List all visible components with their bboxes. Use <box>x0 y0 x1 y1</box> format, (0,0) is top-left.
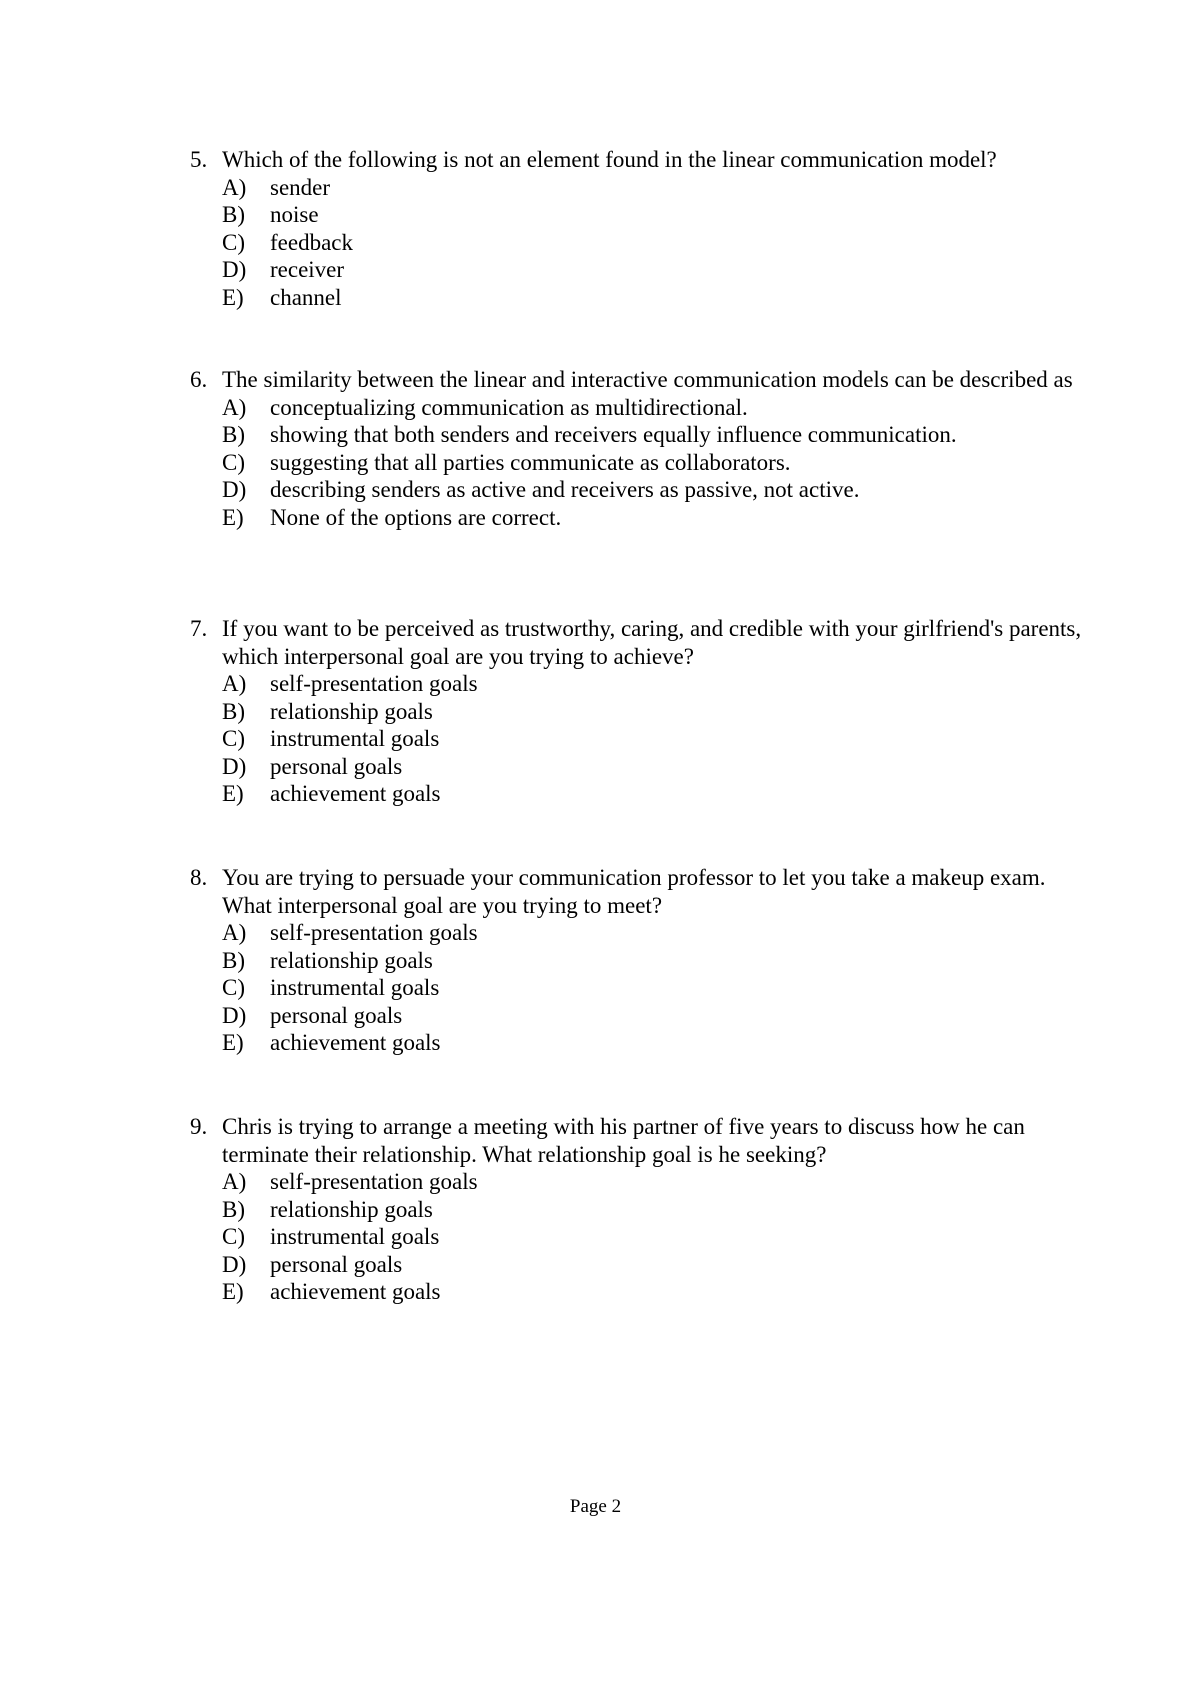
question-number: 6. <box>190 367 208 392</box>
question-number: 5. <box>190 147 208 172</box>
option-d <box>222 1251 1090 1279</box>
option-text: channel <box>270 284 342 310</box>
option-text: None of the options are correct. <box>270 504 562 530</box>
option-text: personal goals <box>270 1251 403 1277</box>
option-a <box>222 1168 1090 1196</box>
option-letter: E) <box>222 1030 244 1055</box>
option-letter: B) <box>222 698 245 724</box>
option-list <box>222 1168 1090 1306</box>
question-stem <box>190 615 1090 670</box>
option-letter: C) <box>222 229 245 255</box>
option-text: feedback <box>270 229 353 255</box>
option-c <box>222 1223 1090 1251</box>
option-letter: A) <box>222 1169 247 1194</box>
page-number: Page 2 <box>569 1496 622 1517</box>
option-letter: A) <box>222 394 247 420</box>
option-d <box>222 476 1090 504</box>
option-letter: E) <box>222 284 244 310</box>
option-letter: A) <box>222 920 247 945</box>
option-text: relationship goals <box>270 1196 433 1222</box>
option-text: relationship goals <box>270 698 433 724</box>
option-letter: E) <box>222 781 244 806</box>
question-5 <box>190 146 1090 311</box>
question-stem <box>190 366 1090 394</box>
option-letter: C) <box>222 449 245 475</box>
option-text: conceptualizing communication as multidirectional. <box>270 394 748 420</box>
option-letter: B) <box>222 1196 245 1222</box>
question-text: You are trying to persuade your communication professor to let you take a makeup exam. What interpersonal goal are you trying to meet? <box>222 865 1046 918</box>
question-text: The similarity between the linear and interactive communication models can be described as <box>222 367 1073 392</box>
option-a <box>222 670 1090 698</box>
option-letter: B) <box>222 947 245 973</box>
option-letter: A) <box>222 174 247 200</box>
option-a <box>222 174 1090 202</box>
question-stem <box>190 146 1090 174</box>
option-letter: A) <box>222 671 247 696</box>
option-text: instrumental goals <box>270 726 440 751</box>
option-letter: C) <box>222 1224 245 1249</box>
option-d <box>222 256 1090 284</box>
question-8 <box>190 864 1090 1057</box>
option-e <box>222 780 1090 808</box>
option-c <box>222 974 1090 1002</box>
option-text: achievement goals <box>270 1279 441 1304</box>
option-list <box>222 394 1090 532</box>
option-text: showing that both senders and receivers equally influence communication. <box>270 422 957 447</box>
option-d <box>222 753 1090 781</box>
option-text: instrumental goals <box>270 975 440 1000</box>
option-list <box>222 670 1090 808</box>
question-9 <box>190 1113 1090 1306</box>
question-number: 8. <box>190 865 208 890</box>
option-list <box>222 919 1090 1057</box>
option-c <box>222 725 1090 753</box>
option-e <box>222 284 1090 312</box>
option-b <box>222 1196 1090 1224</box>
option-text: relationship goals <box>270 947 433 973</box>
question-number: 9. <box>190 1114 208 1139</box>
option-b <box>222 201 1090 229</box>
question-7 <box>190 615 1090 808</box>
option-text: achievement goals <box>270 1030 441 1055</box>
option-e <box>222 1029 1090 1057</box>
option-letter: D) <box>222 257 247 282</box>
question-stem <box>190 864 1090 919</box>
option-letter: D) <box>222 477 247 502</box>
question-stem <box>190 1113 1090 1168</box>
question-number: 7. <box>190 616 208 641</box>
option-text: achievement goals <box>270 781 441 806</box>
option-d <box>222 1002 1090 1030</box>
option-letter: B) <box>222 422 245 447</box>
option-text: sender <box>270 174 331 200</box>
option-a <box>222 394 1090 422</box>
option-letter: C) <box>222 975 245 1000</box>
option-text: suggesting that all parties communicate as collaborators. <box>270 449 791 475</box>
option-c <box>222 229 1090 257</box>
option-text: noise <box>270 202 319 227</box>
option-text: instrumental goals <box>270 1224 440 1249</box>
option-e <box>222 1278 1090 1306</box>
question-text: Which of the following is not an element found in the linear communication model? <box>222 147 997 172</box>
option-text: personal goals <box>270 1002 403 1028</box>
question-text: If you want to be perceived as trustworthy, caring, and credible with your girlfriend's parents, which interpersonal goal are you trying to achieve? <box>222 616 1082 669</box>
option-text: self-presentation goals <box>270 671 478 696</box>
option-text: self-presentation goals <box>270 1169 478 1194</box>
option-letter: D) <box>222 1002 247 1028</box>
question-6 <box>190 366 1090 531</box>
option-letter: D) <box>222 1251 247 1277</box>
option-letter: B) <box>222 202 245 227</box>
option-letter: E) <box>222 1279 244 1304</box>
question-text: Chris is trying to arrange a meeting with his partner of five years to discuss how he can terminate their relationship. What relationship goal is he seeking? <box>222 1114 1025 1167</box>
option-b <box>222 421 1090 449</box>
option-letter: E) <box>222 504 244 530</box>
option-b <box>222 947 1090 975</box>
option-e <box>222 504 1090 532</box>
option-letter: D) <box>222 753 247 779</box>
option-text: receiver <box>270 257 345 282</box>
option-text: describing senders as active and receivers as passive, not active. <box>270 477 860 502</box>
option-text: personal goals <box>270 753 403 779</box>
option-c <box>222 449 1090 477</box>
option-list <box>222 174 1090 312</box>
option-a <box>222 919 1090 947</box>
option-letter: C) <box>222 726 245 751</box>
option-text: self-presentation goals <box>270 920 478 945</box>
option-b <box>222 698 1090 726</box>
